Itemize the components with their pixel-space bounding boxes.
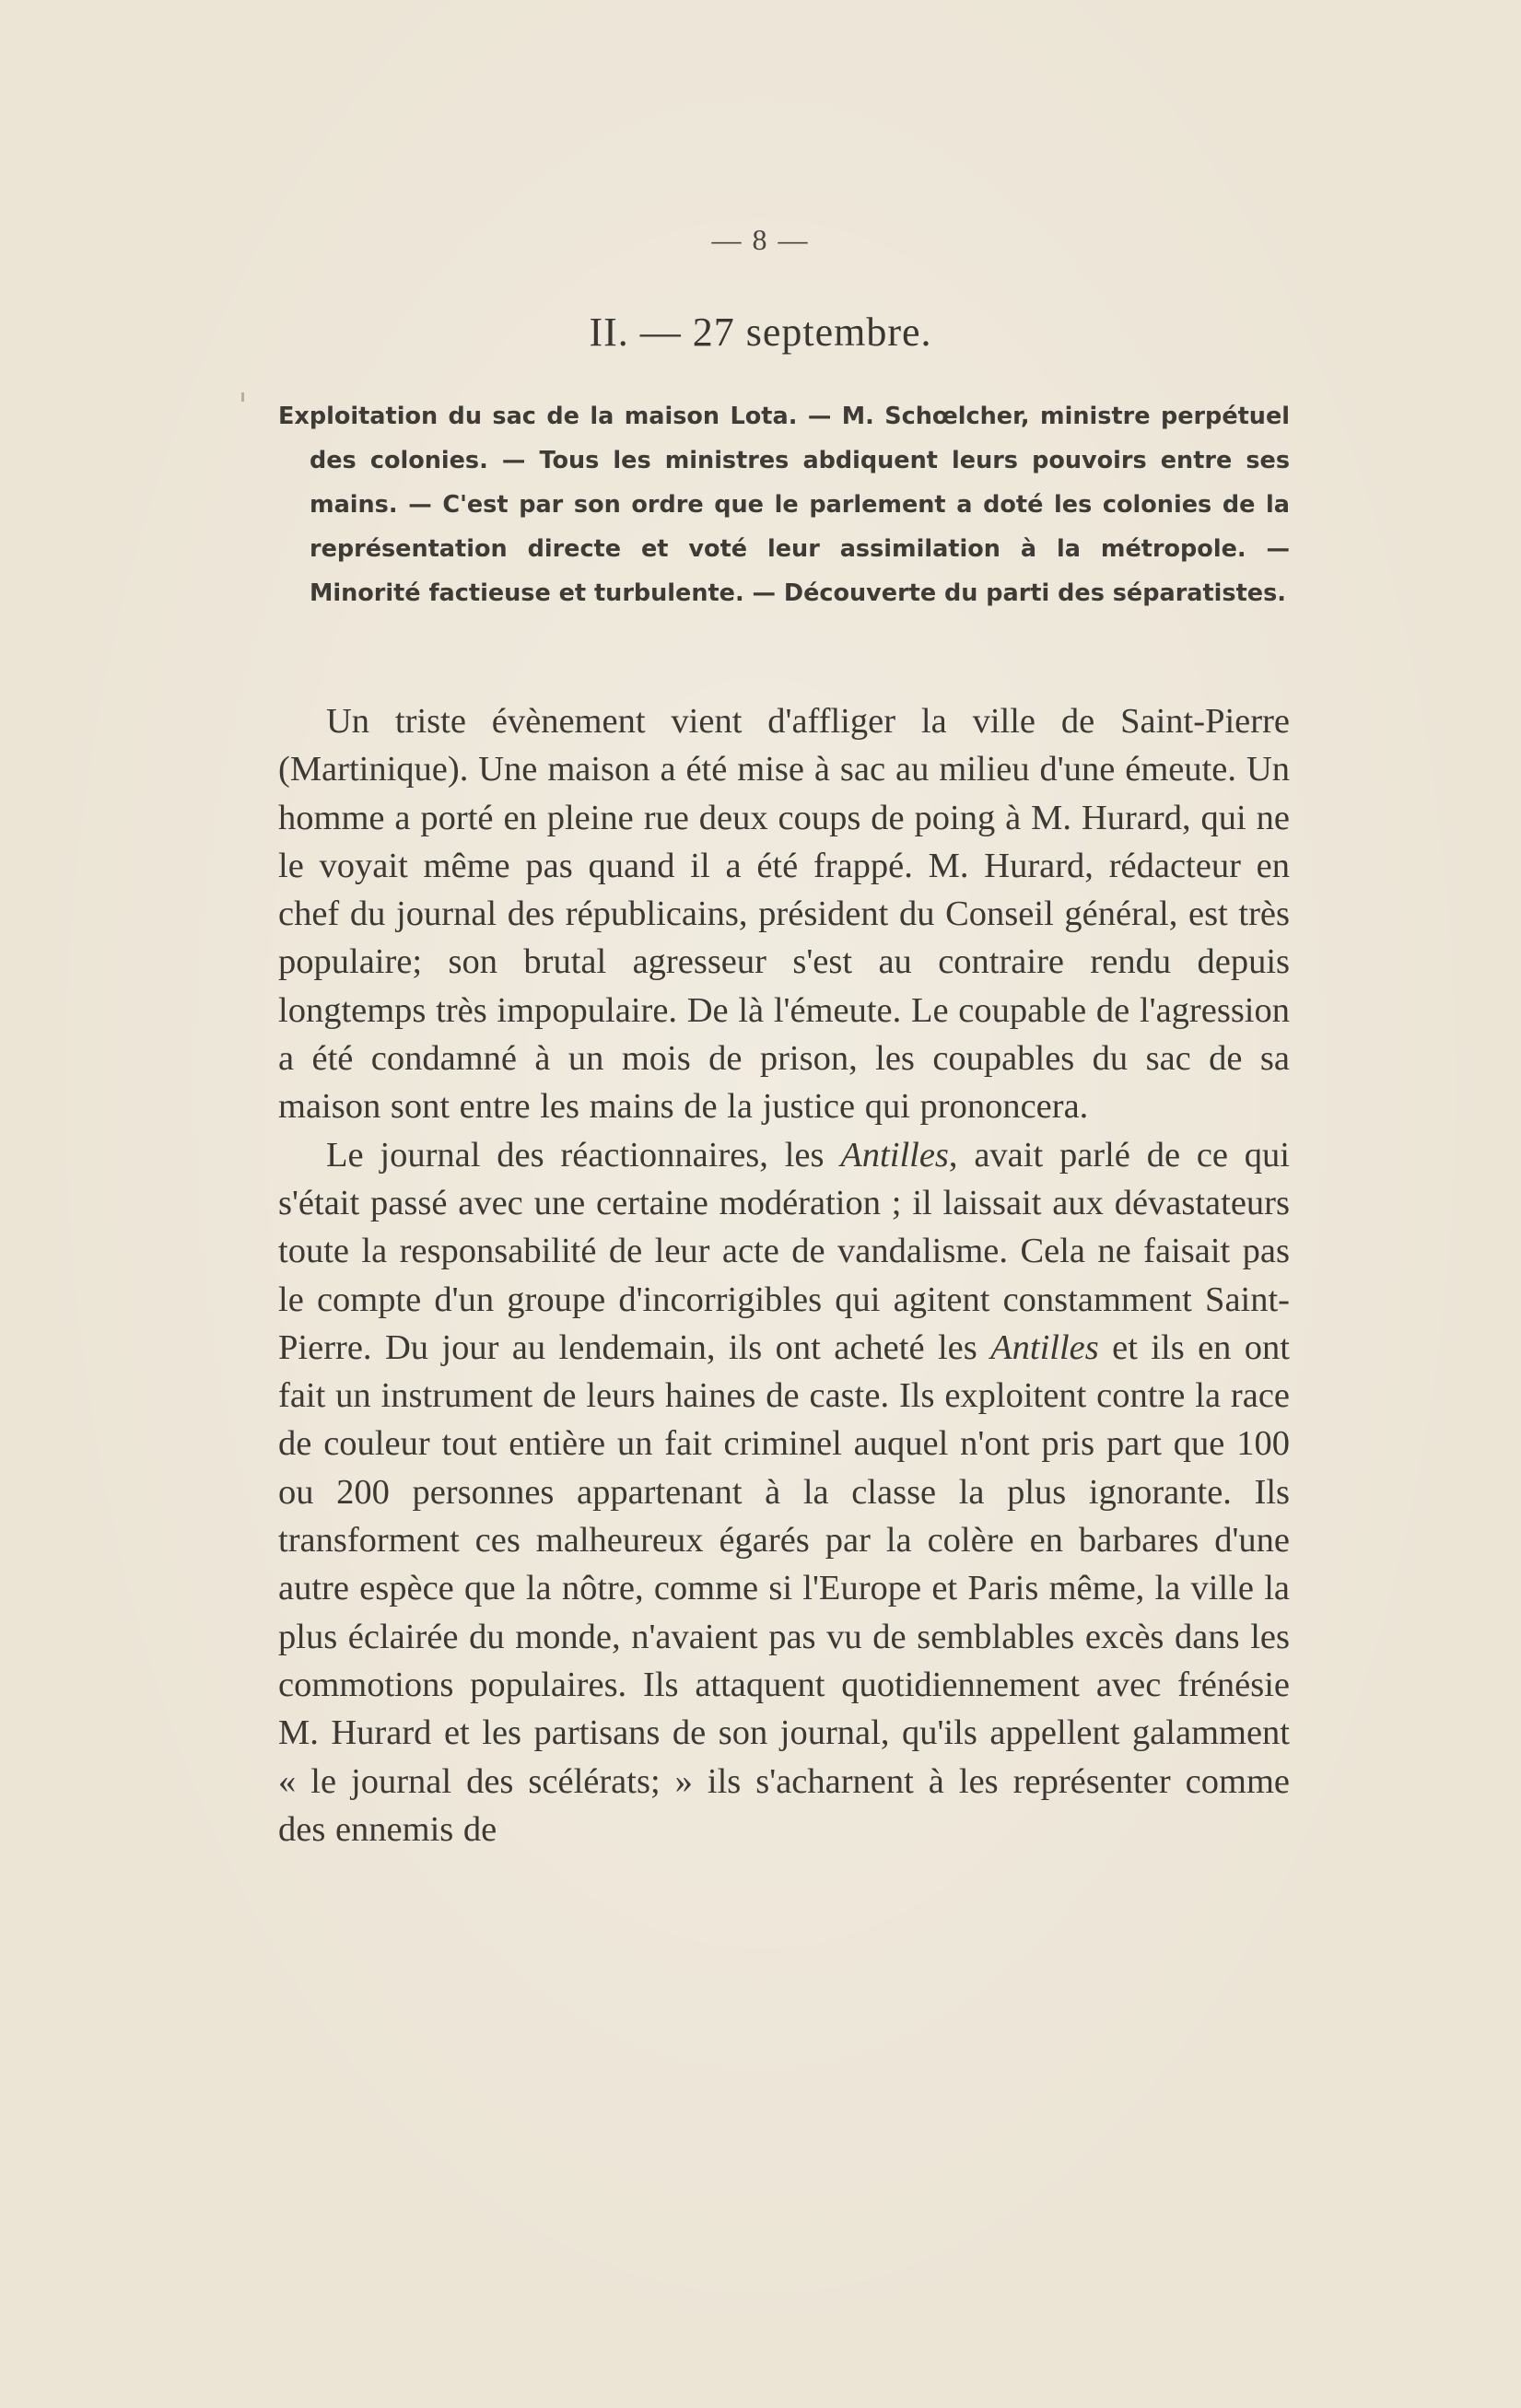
newspaper-title: Antilles: [990, 1327, 1099, 1367]
paragraph: [278, 1131, 1290, 1853]
body-text: [278, 697, 1290, 1853]
page-number: — 8 —: [711, 223, 810, 256]
section-title: II. — 27 septembre.: [589, 310, 932, 355]
chapter-summary: Exploitation du sac de la maison Lota. — M. Schœlcher, ministre perpétuel des colonies. — Tous les ministres abdiquent leurs pouvoirs entre ses mains. — C'est par son ordre que le parlement a doté les colonies de la représentation directe et voté leur assimilation à la métropole. — Minorité factieuse et turbulente. — Découverte du parti des séparatistes.: [278, 403, 1290, 607]
margin-mark: [241, 392, 244, 402]
paragraph: Un triste évènement vient d'affliger la ville de Saint-Pierre (Martinique). Une maison a été mise à sac au milieu d'une émeute. Un homme a porté en pleine rue deux coups de poing à M. Hurard, qui ne le voyait même pas quand il a été frappé. M. Hurard, rédacteur en chef du journal des républicains, président du Conseil général, est très populaire; son brutal agresseur s'est au contraire rendu depuis longtemps très impopulaire. De là l'émeute. Le coupable de l'agression a été condamné à un mois de prison, les coupables du sac de sa maison sont entre les mains de la justice qui prononcera.: [278, 702, 1290, 1127]
text-run: , avait parlé de ce qui s'était passé avec une certaine modération ; il laissait aux dévastateurs toute la responsabilité de leur acte de vandalisme. Cela ne faisait pas le compte d'un groupe d'incorrigibles qui agitent constamment Saint-Pierre. Du jour au lendemain, ils ont acheté les: [278, 1135, 1290, 1367]
text-run: Le journal des réactionnaires, les: [326, 1135, 841, 1175]
newspaper-title: Antilles: [840, 1135, 949, 1175]
text-run: et ils en ont fait un instrument de leurs haines de caste. Ils exploitent contre la race de couleur tout entière un fait criminel auquel n'ont pris part que 100 ou 200 personnes appartenant à la classe la plus ignorante. Ils transforment ces malheureux égarés par la colère en barbares d'une autre espèce que la nôtre, comme si l'Europe et Paris même, la ville la plus éclairée du monde, n'avaient pas vu de semblables excès dans les commotions populaires. Ils attaquent quotidiennement avec frénésie M. Hurard et les partisans de son journal, qu'ils appellent galamment « le journal des scélérats; » ils s'acharnent à les représenter comme des ennemis de: [278, 1327, 1290, 1849]
